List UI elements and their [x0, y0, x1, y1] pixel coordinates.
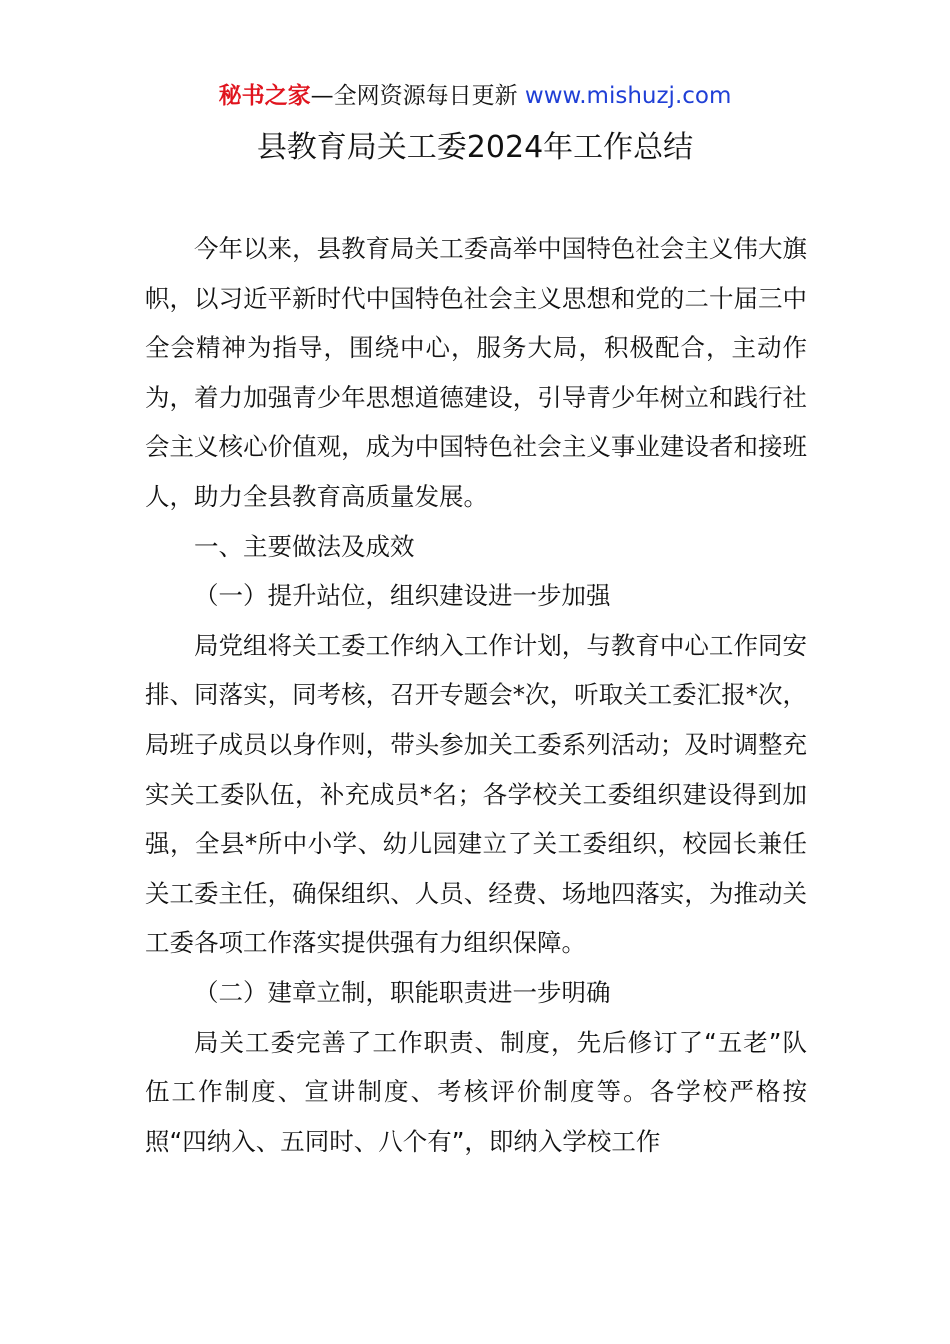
header-tagline: —全网资源每日更新: [310, 83, 518, 109]
subsection-heading: （二）建章立制，职能职责进一步明确: [194, 977, 611, 1007]
site-header: [0, 80, 950, 112]
intro-paragraph: 今年以来，县教育局关工委高举中国特色社会主义伟大旗帜，以习近平新时代中国特色社会主义思想和党的二十届三中全会精神为指导，围绕中心，服务大局，积极配合，主动作为，着力加强青少年思想道德建设，引导青少年树立和践行社会主义核心价值观，成为中国特色社会主义事业建设者和接班人，助力全县教育高质量发展。: [145, 234, 807, 511]
body-paragraph: 局关工委完善了工作职责、制度，先后修订了“五老”队伍工作制度、宣讲制度、考核评价制度等。各学校严格按照“四纳入、五同时、八个有”，即纳入学校工作: [145, 1027, 807, 1156]
document-title: 县教育局关工委2024年工作总结: [256, 130, 694, 165]
body-paragraph: 局党组将关工委工作纳入工作计划，与教育中心工作同安排、同落实，同考核，召开专题会*次，听取关工委汇报*次，局班子成员以身作则，带头参加关工委系列活动；及时调整充实关工委队伍，补充成员*名；各学校关工委组织建设得到加强，全县*所中小学、幼儿园建立了关工委组织，校园长兼任关工委主任，确保组织、人员、经费、场地四落实，为推动关工委各项工作落实提供强有力组织保障。: [145, 630, 807, 958]
site-url-link[interactable]: www.mishuzj.com: [524, 83, 732, 109]
section-heading: 一、主要做法及成效: [194, 531, 415, 561]
brand-name: 秘书之家: [218, 83, 311, 109]
subsection-heading: （一）提升站位，组织建设进一步加强: [194, 581, 611, 611]
document-body: [145, 224, 807, 1166]
